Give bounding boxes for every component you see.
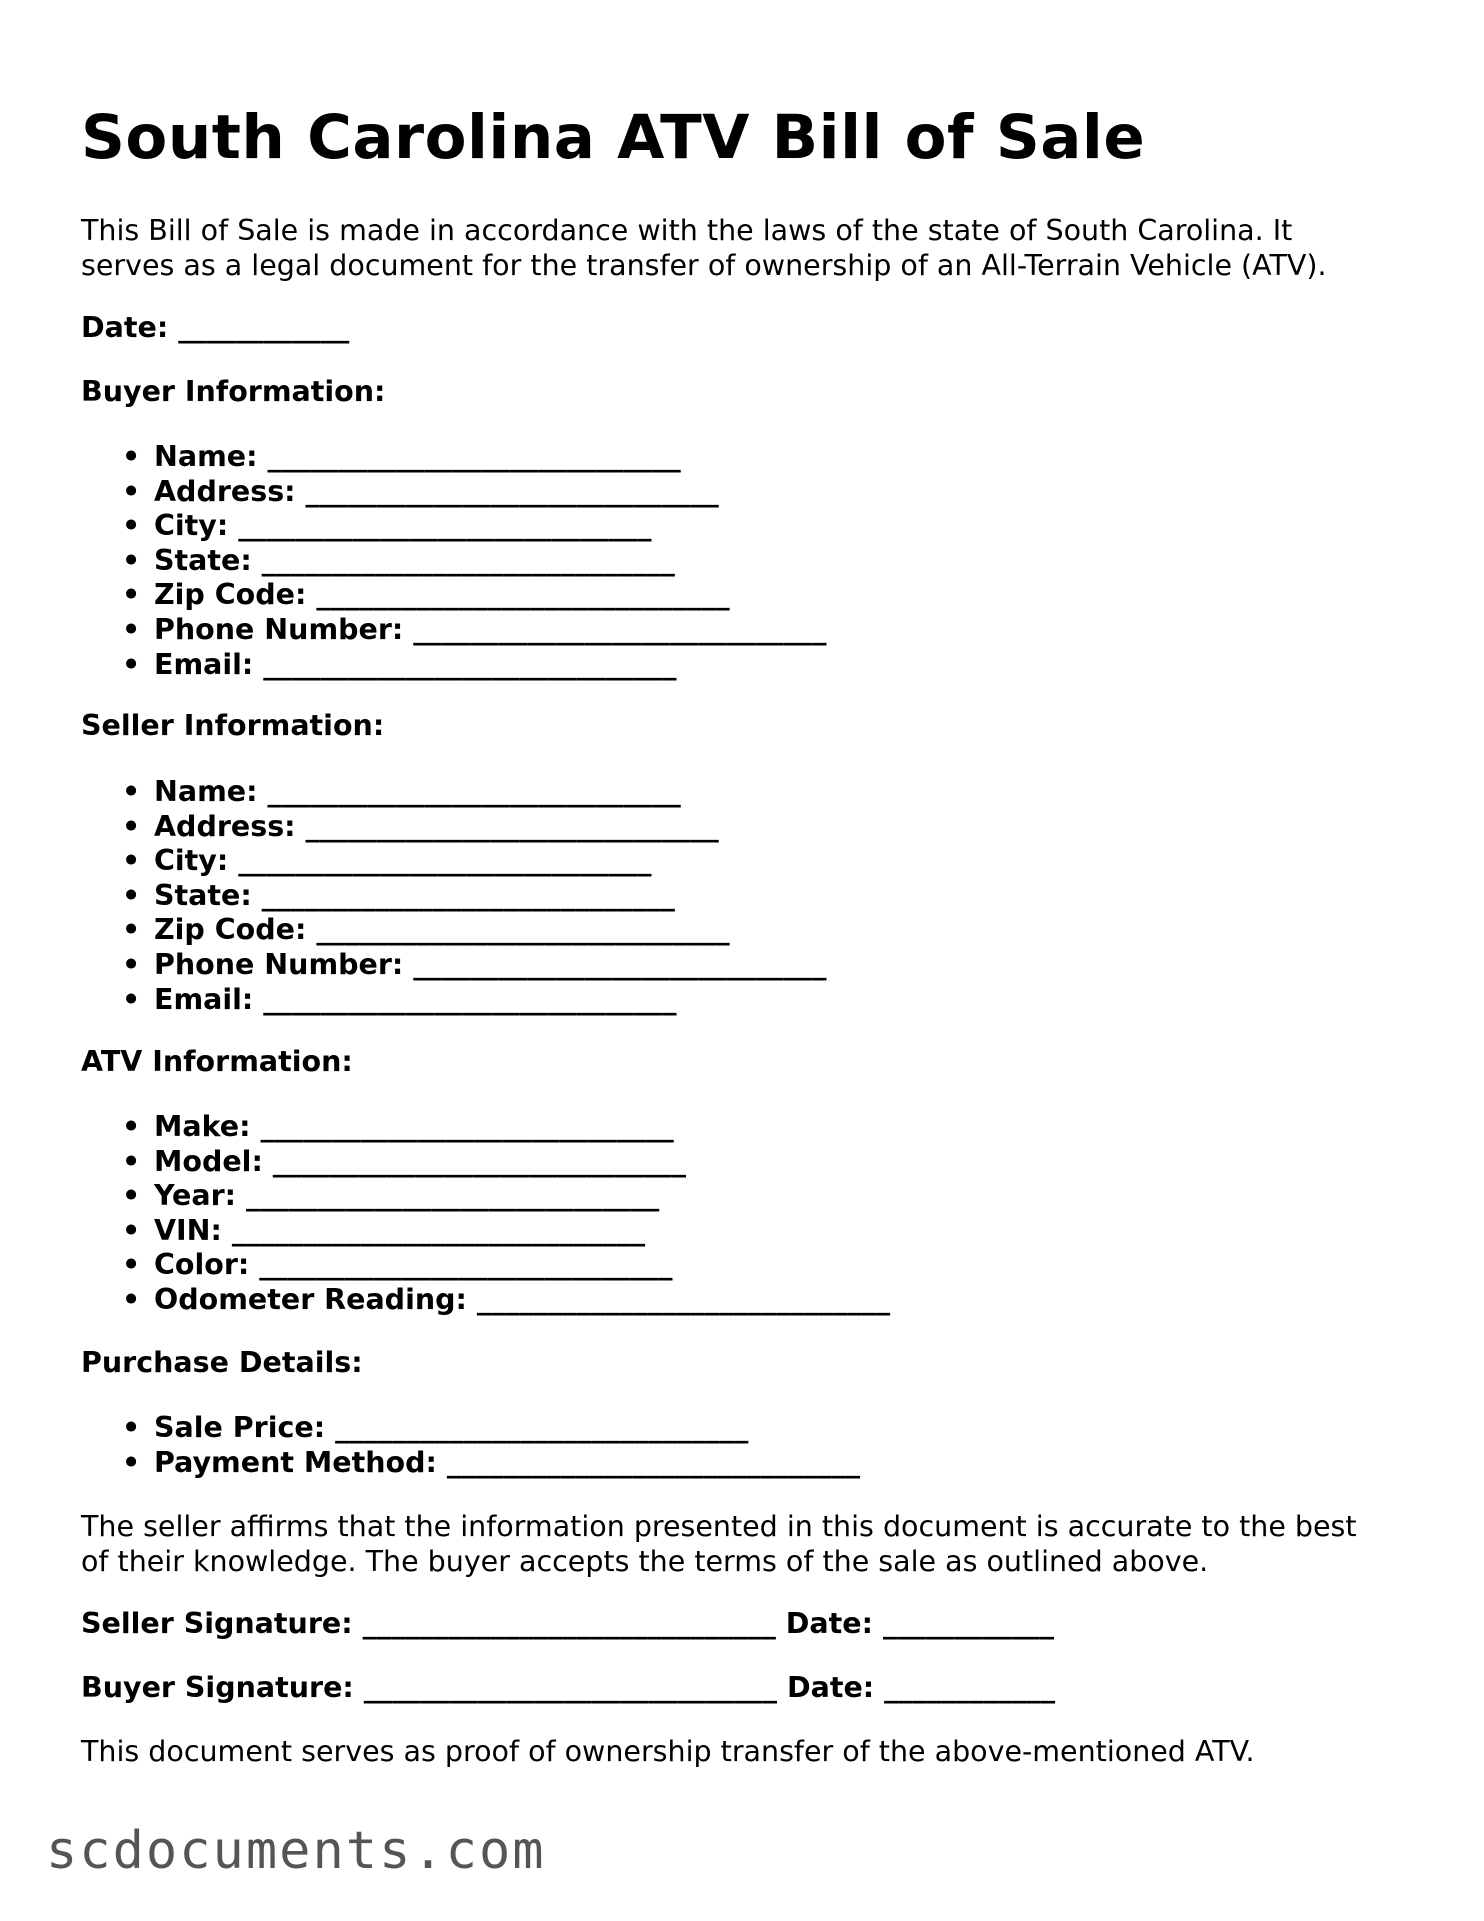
field-blank[interactable]: _____________________________ (267, 440, 681, 473)
bullet-icon: • (122, 1248, 141, 1282)
bullet-icon: • (122, 878, 141, 912)
field-row[interactable] (81, 1110, 890, 1145)
field-blank[interactable]: _____________________________ (305, 809, 719, 843)
bullet-icon: • (122, 809, 141, 843)
seller-heading: Seller Information: (81, 709, 385, 742)
bullet-icon: • (122, 1282, 141, 1316)
field-label: Name: (154, 775, 258, 808)
bullet-icon: • (122, 543, 141, 577)
date-label: Date: (81, 311, 169, 344)
bullet-icon: • (122, 844, 141, 878)
date-blank[interactable]: ____________ (178, 311, 350, 344)
field-blank[interactable]: _____________________________ (263, 647, 677, 681)
bullet-icon: • (122, 578, 141, 612)
field-row[interactable] (81, 613, 827, 648)
field-label: Year: (154, 1179, 237, 1213)
field-row[interactable] (81, 844, 827, 879)
bullet-icon: • (122, 1179, 141, 1213)
field-blank[interactable]: _____________________________ (272, 1144, 687, 1178)
seller-signature-blank[interactable]: _____________________________ (362, 1607, 776, 1640)
atv-field-list (81, 1110, 890, 1318)
affirmation-line-1: The seller affirms that the information presented in this document is accurate to the best (81, 1510, 1357, 1543)
buyer-signature-blank[interactable]: _____________________________ (363, 1671, 777, 1704)
field-label: City: (154, 844, 229, 878)
field-label: Make: (154, 1110, 251, 1143)
intro-paragraph (81, 214, 1411, 283)
field-row[interactable] (81, 913, 827, 948)
affirmation-paragraph (81, 1510, 1411, 1579)
field-row[interactable] (81, 544, 827, 579)
field-blank[interactable]: _____________________________ (260, 1110, 674, 1143)
field-blank[interactable]: _____________________________ (261, 878, 675, 912)
field-blank[interactable]: _____________________________ (413, 947, 827, 981)
buyer-date-label: Date: (786, 1671, 875, 1704)
document-title: South Carolina ATV Bill of Sale (81, 102, 1146, 173)
bullet-icon: • (122, 913, 141, 947)
field-label: Zip Code: (154, 913, 307, 947)
buyer-date-blank[interactable]: ____________ (884, 1671, 1056, 1704)
intro-line-1: This Bill of Sale is made in accordance with the laws of the state of South Carolina. It (81, 214, 1293, 247)
field-row[interactable] (81, 648, 827, 683)
field-label: City: (154, 509, 229, 543)
seller-signature-row (81, 1607, 1054, 1642)
field-label: Address: (154, 474, 296, 508)
field-row[interactable] (81, 1179, 890, 1214)
intro-line-2: serves as a legal document for the transfer of ownership of an All-Terrain Vehicle (ATV). (81, 248, 1327, 282)
purchase-field-list (81, 1411, 860, 1480)
bullet-icon: • (122, 612, 141, 646)
field-label: Odometer Reading: (154, 1282, 467, 1316)
bullet-icon: • (122, 509, 141, 543)
buyer-field-list (81, 440, 827, 682)
bullet-icon: • (122, 1411, 141, 1444)
bullet-icon: • (122, 1213, 141, 1247)
buyer-signature-row (81, 1671, 1055, 1706)
seller-signature-label: Seller Signature: (81, 1607, 353, 1640)
bullet-icon: • (122, 474, 141, 508)
field-blank[interactable]: _____________________________ (413, 612, 827, 646)
field-row[interactable] (81, 440, 827, 475)
field-row[interactable] (81, 983, 827, 1018)
field-blank[interactable]: _____________________________ (305, 474, 719, 508)
field-label: Color: (154, 1248, 250, 1282)
field-blank[interactable]: _____________________________ (267, 775, 681, 808)
field-blank[interactable]: _____________________________ (245, 1179, 660, 1213)
field-blank[interactable]: _____________________________ (446, 1445, 861, 1479)
bullet-icon: • (122, 647, 141, 681)
field-label: VIN: (154, 1213, 222, 1247)
field-row[interactable] (81, 1214, 890, 1249)
field-label: Email: (154, 647, 254, 681)
field-label: Address: (154, 809, 296, 843)
purchase-heading: Purchase Details: (81, 1346, 363, 1379)
field-blank[interactable]: _____________________________ (316, 578, 730, 612)
bullet-icon: • (122, 1144, 141, 1178)
field-label: Phone Number: (154, 612, 404, 646)
field-row[interactable] (81, 775, 827, 810)
field-blank[interactable]: _____________________________ (231, 1213, 646, 1247)
field-blank[interactable]: _____________________________ (238, 509, 652, 543)
bullet-icon: • (122, 982, 141, 1016)
field-row[interactable] (81, 509, 827, 544)
bullet-icon: • (122, 1110, 141, 1143)
bullet-icon: • (122, 440, 141, 473)
field-row[interactable] (81, 475, 827, 510)
bullet-icon: • (122, 1445, 141, 1479)
seller-date-label: Date: (785, 1607, 873, 1640)
field-blank[interactable]: _____________________________ (259, 1248, 673, 1282)
field-blank[interactable]: _____________________________ (238, 844, 652, 878)
seller-field-list (81, 775, 827, 1017)
field-row[interactable] (81, 948, 827, 983)
field-row[interactable] (81, 1248, 890, 1283)
site-watermark: scdocuments.com (46, 1821, 546, 1881)
seller-date-blank[interactable]: ____________ (882, 1607, 1054, 1640)
field-label: Phone Number: (154, 947, 404, 981)
field-blank[interactable]: _____________________________ (316, 913, 730, 947)
field-row[interactable] (81, 578, 827, 613)
field-label: Name: (154, 440, 258, 473)
field-blank[interactable]: _____________________________ (261, 543, 675, 577)
field-label: State: (154, 543, 252, 577)
field-label: Sale Price: (154, 1411, 326, 1444)
field-row[interactable] (81, 1446, 860, 1481)
field-label: Email: (154, 982, 254, 1016)
field-row[interactable] (81, 810, 827, 845)
field-blank[interactable]: _____________________________ (263, 982, 677, 1016)
closing-line: This document serves as proof of ownership transfer of the above-mentioned ATV. (81, 1735, 1255, 1768)
atv-heading: ATV Information: (81, 1045, 353, 1078)
field-row[interactable] (81, 1283, 890, 1318)
field-label: Zip Code: (154, 578, 307, 612)
field-row[interactable] (81, 879, 827, 914)
closing-statement (81, 1735, 1411, 1770)
field-blank[interactable]: _____________________________ (476, 1282, 891, 1316)
field-label: Model: (154, 1144, 263, 1178)
bullet-icon: • (122, 775, 141, 808)
field-row[interactable] (81, 1411, 860, 1446)
buyer-signature-label: Buyer Signature: (81, 1671, 354, 1704)
buyer-heading: Buyer Information: (81, 375, 386, 408)
field-row[interactable] (81, 1145, 890, 1180)
date-field[interactable] (81, 311, 349, 346)
field-blank[interactable]: _____________________________ (335, 1411, 749, 1444)
field-label: State: (154, 878, 252, 912)
field-label: Payment Method: (154, 1445, 437, 1479)
affirmation-line-2: of their knowledge. The buyer accepts the terms of the sale as outlined above. (81, 1544, 1209, 1578)
bullet-icon: • (122, 947, 141, 981)
